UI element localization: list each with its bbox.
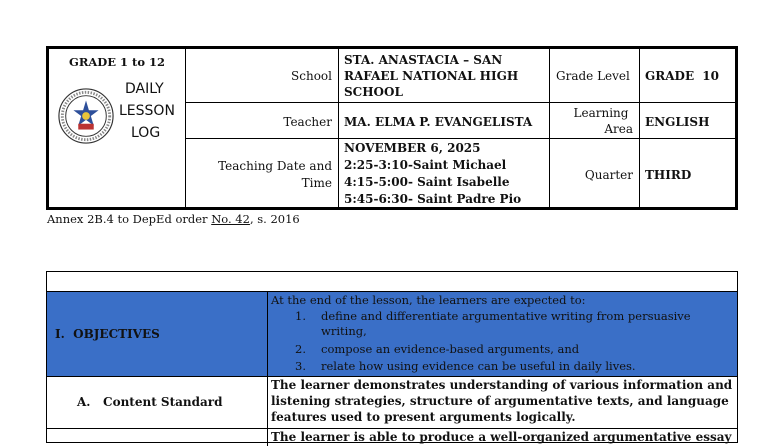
learning-area-value: ENGLISH xyxy=(645,115,710,129)
annex-reference: Annex 2B.4 to DepEd order No. 42, s. 2016 xyxy=(47,212,300,226)
grade-level-value: GRADE 10 xyxy=(645,69,719,83)
list-item: 2. compose an evidence-based arguments, and xyxy=(295,342,580,356)
school-value: STA. ANASTACIA – SAN RAFAEL NATIONAL HIGH SCHOOL xyxy=(344,53,519,99)
quarter-label: Quarter xyxy=(584,168,633,182)
order-number: No. 42 xyxy=(211,212,250,226)
time-slot-2: 4:15-5:00- Saint Isabelle xyxy=(344,175,510,189)
list-item: 3. relate how using evidence can be useful in daily lives. xyxy=(295,359,636,373)
teacher-value: MA. ELMA P. EVANGELISTA xyxy=(344,115,533,129)
grade-level-label: Grade Level xyxy=(556,69,630,83)
deped-seal-icon xyxy=(57,87,115,145)
list-item: 1. define and differentiate argumentative writing from persuasive writing, xyxy=(295,309,691,338)
performance-standard-line-1: The learner is able to produce a well-organized argumentative essay xyxy=(271,430,732,444)
content-standard-line-2: listening strategies, structure of argumentative texts, and language xyxy=(271,394,729,408)
time-slot-1: 2:25-3:10-Saint Michael xyxy=(344,158,507,172)
lesson-label: LESSON xyxy=(119,103,175,119)
content-standard-heading: A. Content Standard xyxy=(77,395,223,409)
teaching-date-label-2: Time xyxy=(301,176,332,190)
objectives-list xyxy=(295,309,735,374)
lesson-table xyxy=(46,271,738,443)
school-label: School xyxy=(291,69,332,83)
dll-header-table xyxy=(46,46,738,210)
log-label: LOG xyxy=(131,125,161,141)
quarter-value: THIRD xyxy=(645,168,692,182)
teacher-label: Teacher xyxy=(283,115,332,129)
teaching-date-label-1: Teaching Date and xyxy=(218,159,332,173)
daily-label: DAILY xyxy=(125,81,164,97)
content-standard-line-3: features used to present arguments logically. xyxy=(271,410,576,424)
time-slot-3: 5:45-6:30- Saint Padre Pio xyxy=(344,192,522,206)
learning-area-label-1: Learning xyxy=(573,106,629,120)
grade-range: GRADE 1 to 12 xyxy=(69,55,166,69)
content-standard-line-1: The learner demonstrates understanding of various information and xyxy=(271,378,733,392)
teaching-date-value: NOVEMBER 6, 2025 xyxy=(344,141,481,155)
objectives-heading: I. OBJECTIVES xyxy=(55,327,160,341)
learning-area-label-2: Area xyxy=(604,122,633,136)
objectives-intro: At the end of the lesson, the learners are expected to: xyxy=(271,293,586,307)
